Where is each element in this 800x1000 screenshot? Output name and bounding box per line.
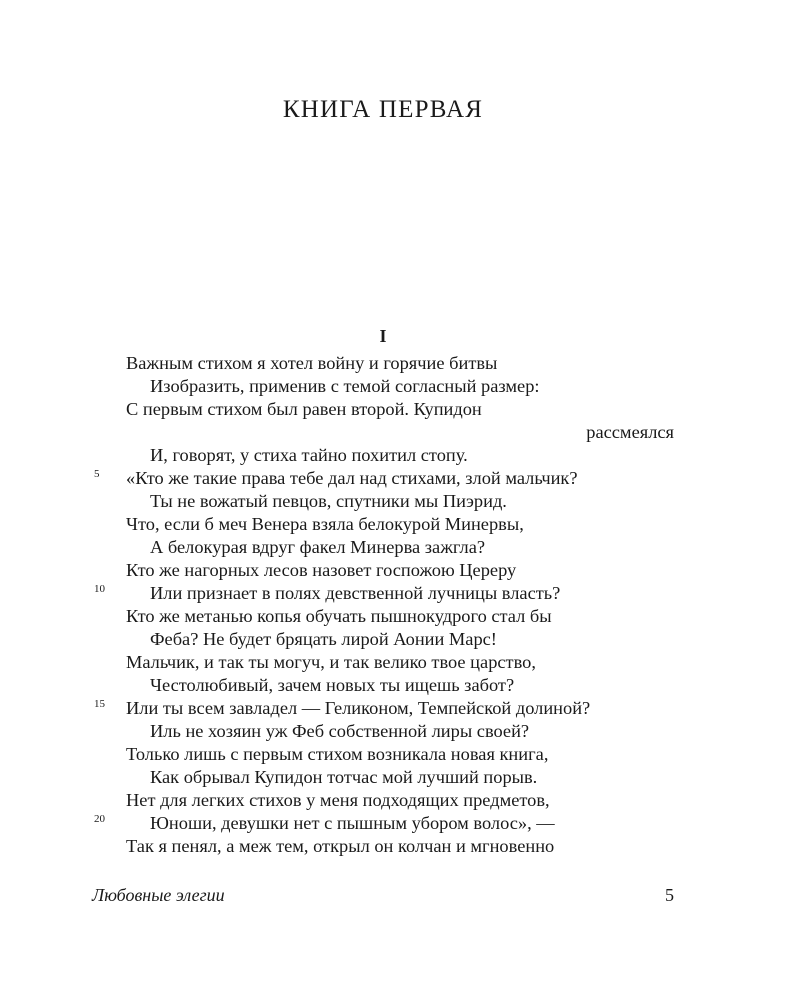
line-number: 10: [94, 583, 105, 595]
poem-line-text: Только лишь с первым стихом возникала новая книга,: [126, 744, 549, 764]
poem-line: [126, 559, 674, 582]
running-title: Любовные элегии: [92, 885, 225, 905]
poem-line: [94, 697, 674, 720]
poem-line-text: Мальчик, и так ты могуч, и так велико твое царство,: [126, 652, 536, 672]
page-number: 5: [665, 885, 674, 905]
poem-line-text: «Кто же такие права тебе дал над стихами, злой мальчик?: [126, 468, 578, 488]
poem-line: [126, 628, 674, 651]
poem-line: [126, 352, 674, 375]
poem-line-text: Важным стихом я хотел войну и горячие битвы: [126, 353, 498, 373]
poem-line: [126, 720, 674, 743]
poem-line: [126, 375, 674, 398]
poem-line: [126, 674, 674, 697]
line-number: 5: [94, 468, 100, 480]
poem-line: [126, 444, 674, 467]
poem-line: [126, 789, 674, 812]
poem-line: [126, 743, 674, 766]
poem-line-text: И, говорят, у стиха тайно похитил стопу.: [150, 445, 468, 465]
poem-line-text: рассмеялся: [586, 422, 674, 442]
poem-line: [126, 605, 674, 628]
poem-line: [126, 513, 674, 536]
elegy-number: I: [379, 326, 387, 346]
poem-line-text: Так я пенял, а меж тем, открыл он колчан и мгновенно: [126, 836, 555, 856]
poem-line-text: Иль не хозяин уж Феб собственной лиры своей?: [150, 721, 530, 741]
poem-body: [94, 352, 674, 858]
poem-line: [126, 421, 674, 444]
poem-line-text: Ты не вожатый певцов, спутники мы Пиэрид.: [150, 491, 507, 511]
book-title: КНИГА ПЕРВАЯ: [282, 96, 484, 123]
poem-line-text: Нет для легких стихов у меня подходящих предметов,: [126, 790, 550, 810]
poem-line-text: Кто же нагорных лесов назовет госпожою Цереру: [126, 560, 517, 580]
poem-line: [94, 467, 674, 490]
poem-line: [94, 582, 674, 605]
poem-line-text: Феба? Не будет бряцать лирой Аонии Марс!: [150, 629, 497, 649]
poem-line-text: С первым стихом был равен второй. Купидон: [126, 399, 482, 419]
line-number: 20: [94, 813, 105, 825]
poem-line-text: Как обрывал Купидон тотчас мой лучший порыв.: [150, 767, 538, 787]
poem-line: [94, 812, 674, 835]
poem-line-text: Кто же метанью копья обучать пышнокудрого стал бы: [126, 606, 552, 626]
poem-line: [126, 766, 674, 789]
poem-line-text: Юноши, девушки нет с пышным убором волос», —: [150, 813, 555, 833]
poem-line: [126, 651, 674, 674]
poem-line-text: Что, если б меч Венера взяла белокурой Минервы,: [126, 514, 524, 534]
poem-line-text: А белокурая вдруг факел Минерва зажгла?: [150, 537, 486, 557]
line-number: 15: [94, 698, 105, 710]
poem-line: [126, 398, 674, 421]
poem-line: [126, 490, 674, 513]
poem-line-text: Или признает в полях девственной лучницы власть?: [150, 583, 561, 603]
poem-line: [126, 536, 674, 559]
poem-line: [126, 835, 674, 858]
poem-line-text: Или ты всем завладел — Геликоном, Темпейской долиной?: [126, 698, 591, 718]
poem-line-text: Честолюбивый, зачем новых ты ищешь забот?: [150, 675, 515, 695]
poem-line-text: Изобразить, применив с темой согласный размер:: [150, 376, 540, 396]
